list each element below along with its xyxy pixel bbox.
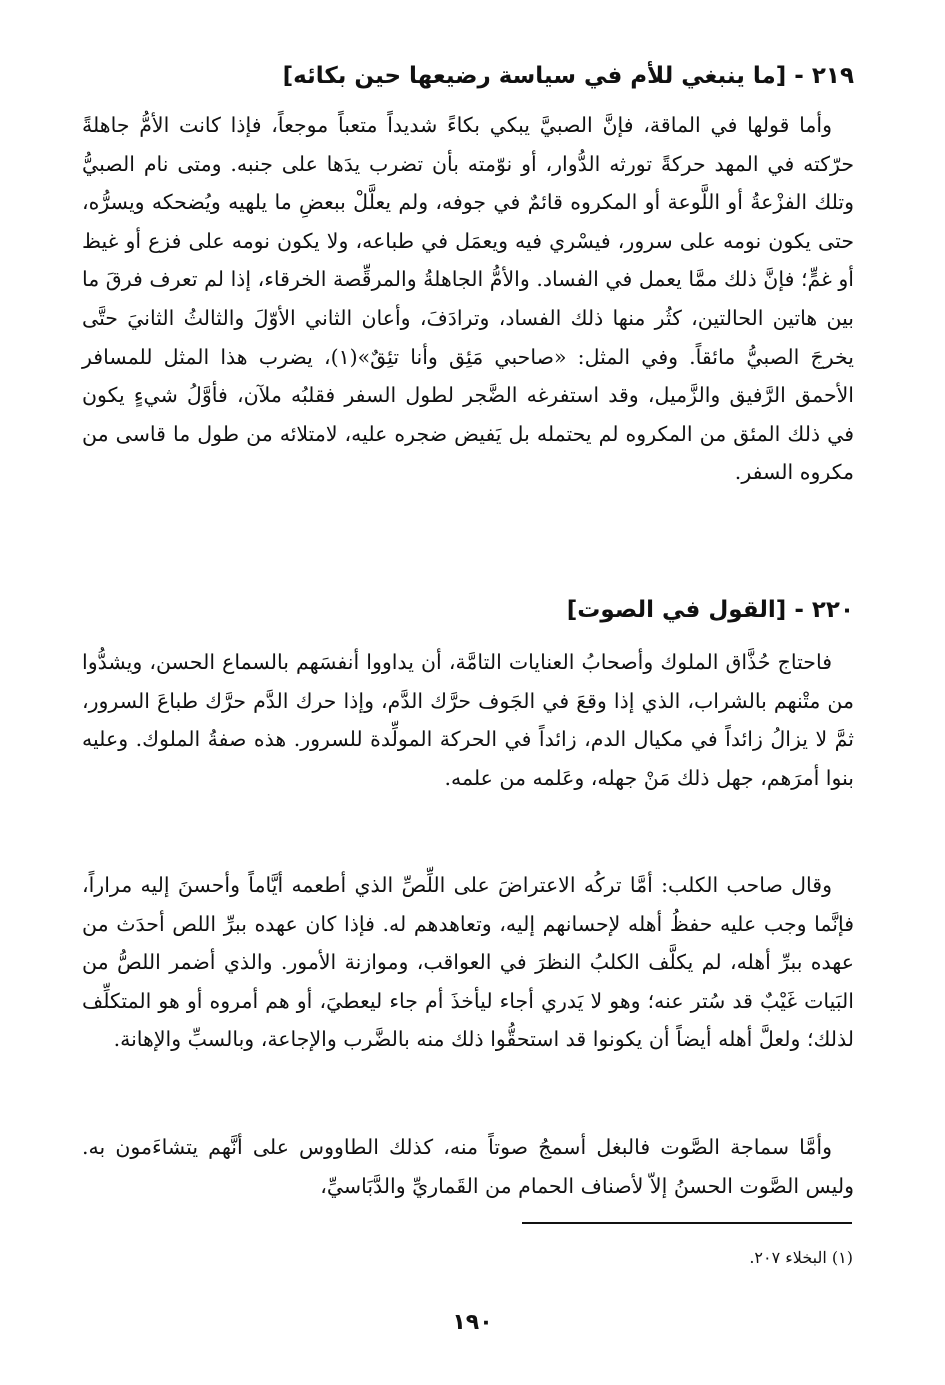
section-220-paragraph-1: فاحتاج حُذَّاق الملوك وأصحابُ العنايات التامَّة، أن يداووا أنفسَهم بالسماع الحسن، ويشدُّوا من متْنهم بالشراب، الذي إذا وقعَ في الجَوف حرَّك الدَّم، وإذا حرك الدَّم حرَّك طباعَ السرور، ثمَّ لا يزالُ زائداً في مكيال الدم، زائداً في الحركة المولِّدة للسرور. هذه صفةُ الملوك. وعليه بنوا أمرَهم، جهل ذلك مَنْ جهله، وعَلمه من علمه.: [82, 650, 854, 790]
footnote-divider: [522, 1222, 852, 1224]
page-number: ١٩٠: [452, 1310, 493, 1335]
section-219-heading: ٢١٩ - [ما ينبغي للأم في سياسة رضيعها حين بكائه]: [282, 63, 854, 89]
footnote: (١) البخلاء ٢٠٧.: [749, 1248, 853, 1267]
section-220-paragraph-2: وقال صاحب الكلب: أمَّا تركُه الاعتراضَ على اللِّصِّ الذي أطعمه أيَّاماً وأحسنَ إليه مراراً، فإنَّما وجب عليه حفظُ أهله لإحسانهم إليه، وتعاهدهم له. فإذا كان عهده ببرِّ اللص أحدَث من عهده ببرِّ أهله، لم يكلَّف الكلبُ النظرَ في العواقب، وموازنة الأمور. والذي أضمر اللصُّ من البَيات غَيْبٌ قد سُتر عنه؛ وهو لا يَدري أجاء ليأخذَ أم جاء ليعطيَ، أو هم أمروه أو هو المتكلِّف لذلك؛ ولعلَّ أهله أيضاً أن يكونوا قد استحقُّوا ذلك منه بالضَّرب والإجاعة، وبالسبِّ والإهانة.: [82, 873, 854, 1052]
section-219-paragraph: وأما قولها في الماقة، فإنَّ الصبيَّ يبكي بكاءً شديداً متعباً موجعاً، فإذا كانت الأمُّ جاهلةً حرّكته في المهد حركةً تورثه الدُّوار، أو نوّمته بأن تضرب يدَها على جنبه. ومتى نام الصبيُّ وتلك الفزْعةُ أو اللَّوعة أو المكروه قائمٌ في جوفه، ولم يعلَّلْ ببعضِ ما يلهيه ويُضحكه ويسرُّه، حتى يكون نومه على سرور، فيسْري فيه ويعمَل في طباعه، ولا يكون نومه على فزع أو غيظ أو غمٍّ؛ فإنَّ ذلك ممَّا يعمل في الفساد. والأمُّ الجاهلةُ والمرقِّصة الخرقاء، إذا لم تعرف فرقَ ما بين هاتين الحالتين، كثُر منها ذلك الفساد، وترادَفَ، وأعان الثاني الأوّلَ والثالثُ الثانيَ حتَّى يخرجَ الصبيُّ مائقاً. وفي المثل: «صاحبي مَئِق وأنا تئِقٌ»(١)، يضرب هذا المثل للمسافر الأحمق الرَّفيق والزَّميل، وقد استفرغه الضَّجر لطول السفر فقلبُه ملآن، فأوَّلُ شيءٍ يكون في ذلك المئق من المكروه لم يحتمله بل يَفيض ضجره عليه، لامتلائه من طول ما قاسى من مكروه السفر.: [82, 113, 854, 485]
section-220-heading: ٢٢٠ - [القول في الصوت]: [566, 597, 854, 623]
section-220-paragraph-3: وأمَّا سماجة الصَّوت فالبغل أسمجُ صوتاً منه، كذلك الطاووس على أنَّهم يتشاءَمون به. وليس الصَّوت الحسنُ إلاّ لأصناف الحمام من القَماريِّ والدَّبَاسيِّ،: [82, 1135, 854, 1198]
